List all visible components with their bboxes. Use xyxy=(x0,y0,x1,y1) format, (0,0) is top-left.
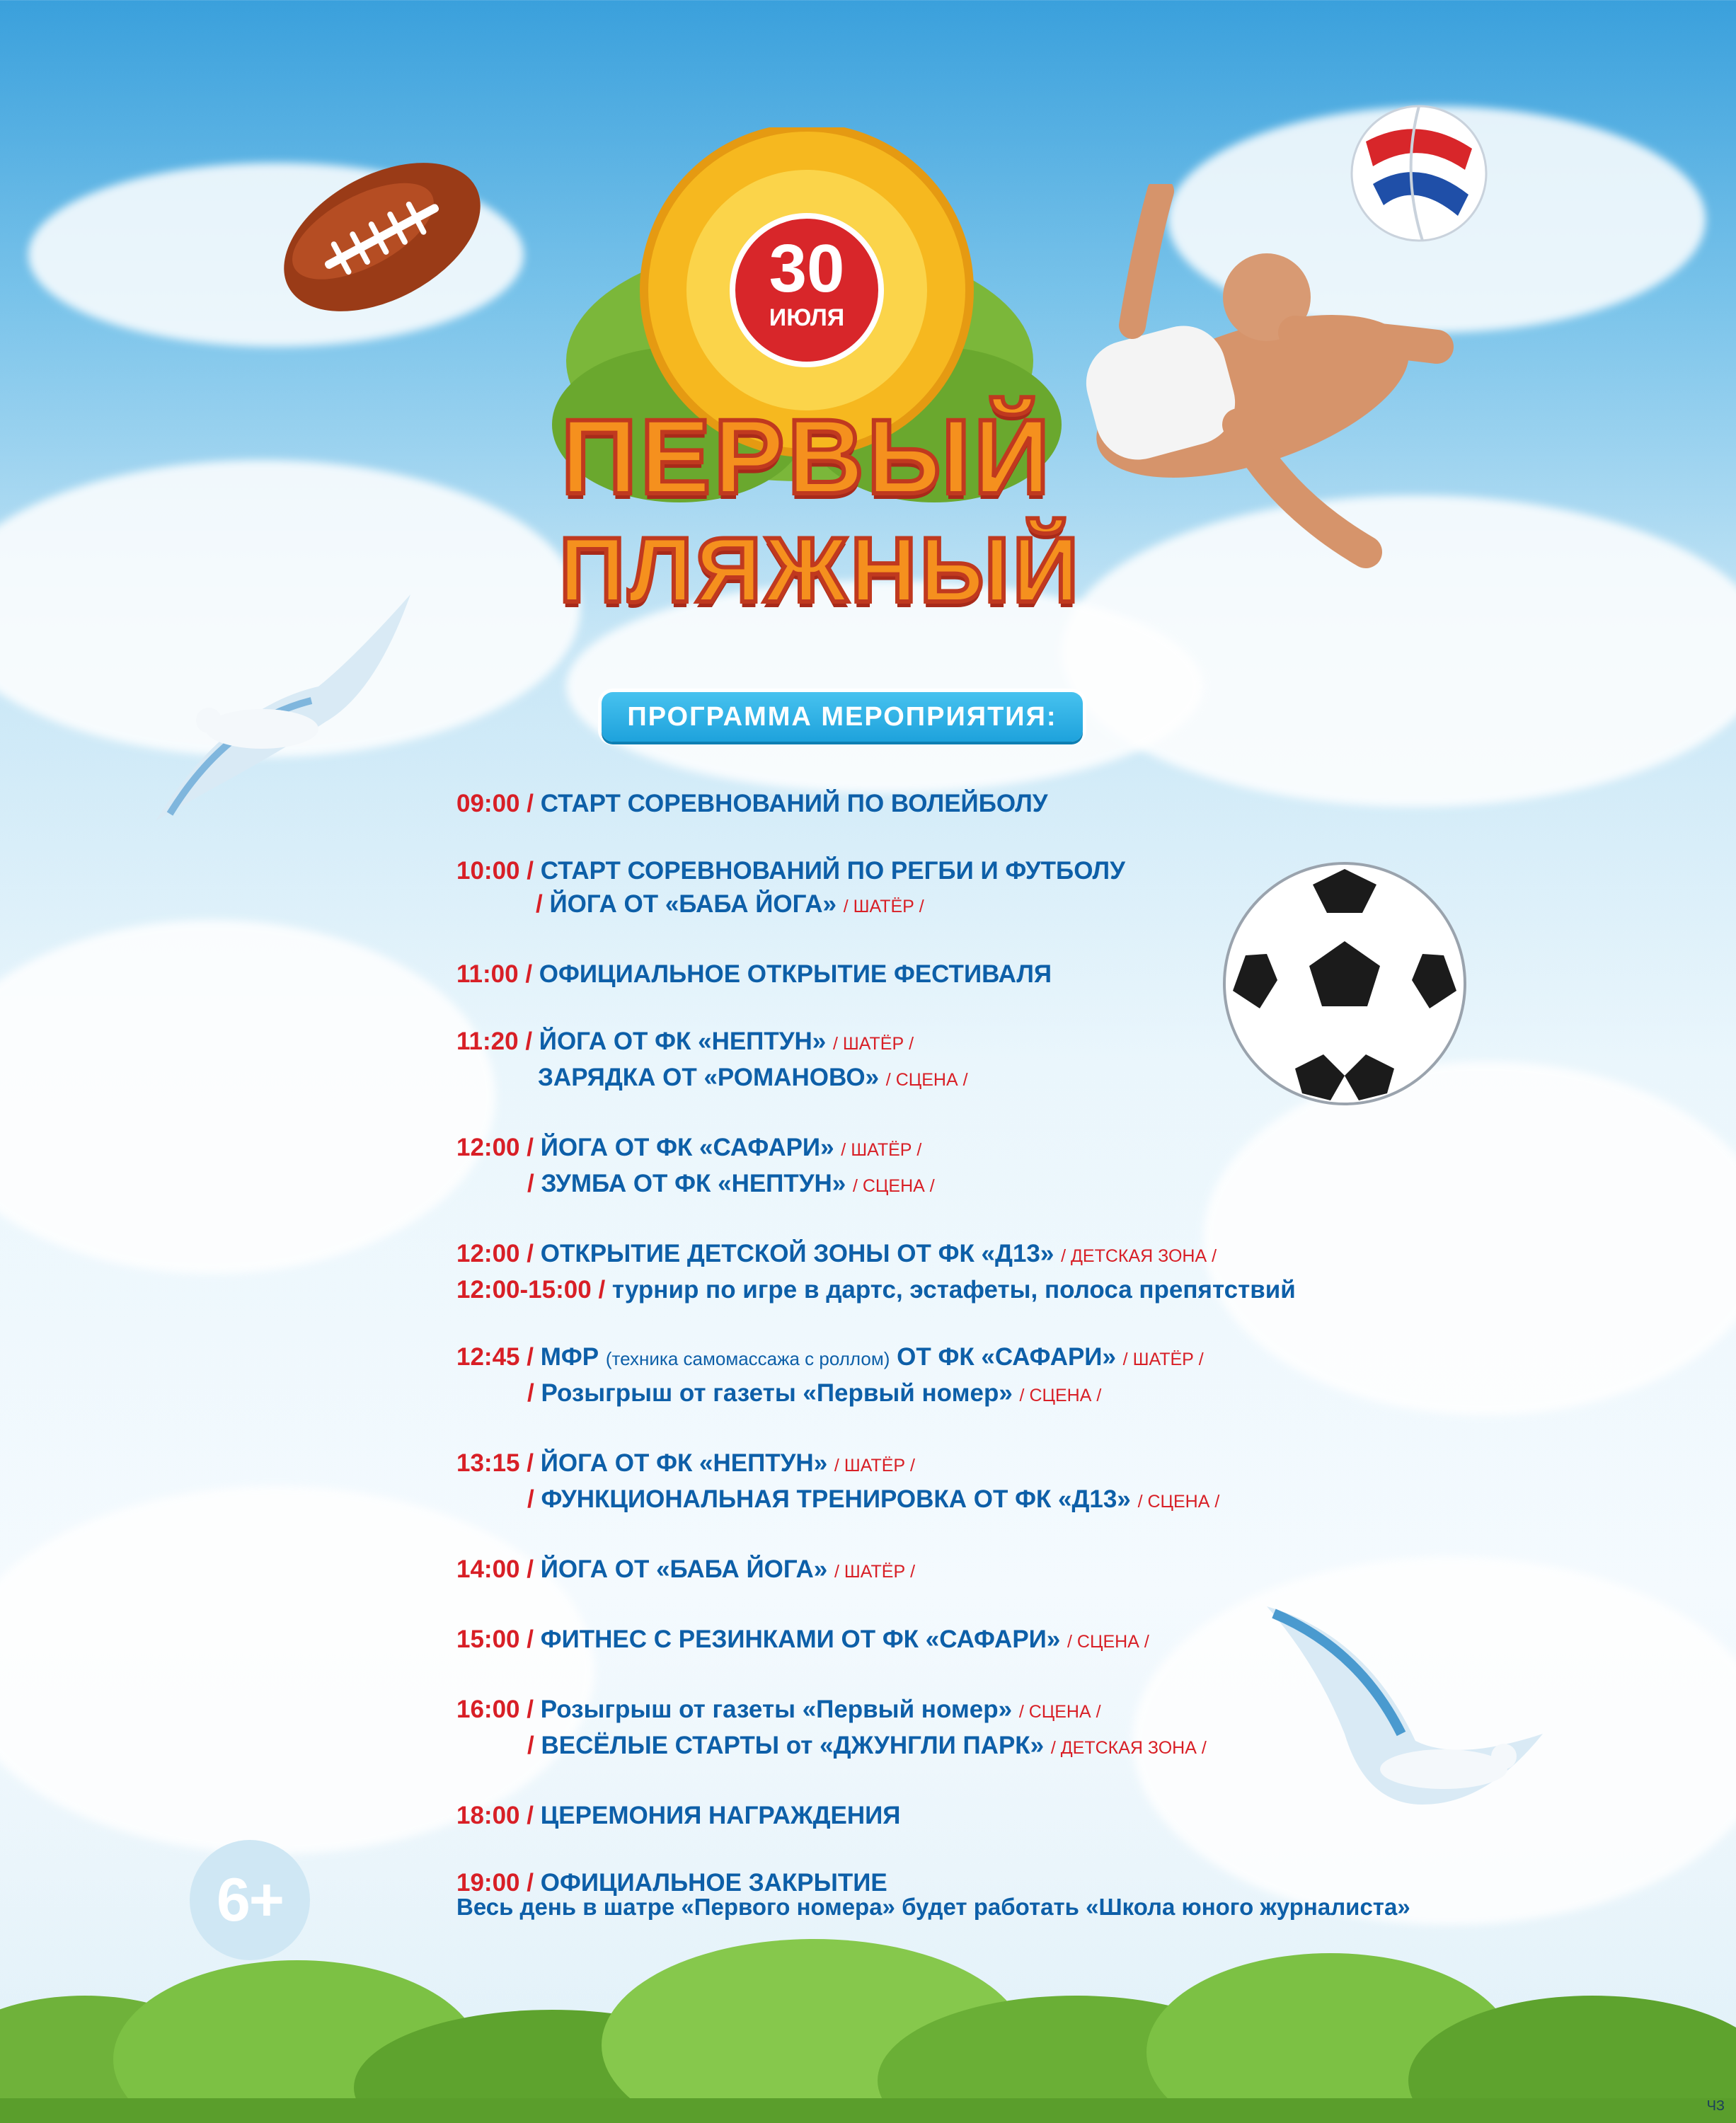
event-location: / ДЕТСКАЯ ЗОНА / xyxy=(1061,1246,1217,1266)
schedule-item: 13:15 / ЙОГА ОТ ФК «НЕПТУН» / ШАТЁР / / ФУНКЦИОНАЛЬНАЯ ТРЕНИРОВКА ОТ ФК «Д13» / СЦЕНА / xyxy=(456,1449,1220,1513)
event-activity: ЙОГА ОТ ФК «НЕПТУН» xyxy=(540,1449,828,1477)
event-activity: ОФИЦИАЛЬНОЕ ОТКРЫТИЕ ФЕСТИВАЛЯ xyxy=(539,960,1052,988)
event-activity: СТАРТ СОРЕВНОВАНИЙ ПО РЕГБИ И ФУТБОЛУ xyxy=(540,857,1125,885)
event-activity: ЦЕРЕМОНИЯ НАГРАЖДЕНИЯ xyxy=(540,1802,901,1829)
event-activity: ОТ ФК «САФАРИ» xyxy=(897,1343,1116,1371)
event-location: / ШАТЁР / xyxy=(843,897,924,916)
event-activity: ЗУМБА ОТ ФК «НЕПТУН» xyxy=(541,1170,846,1197)
event-time: 12:00 xyxy=(456,1240,520,1267)
seagull-icon xyxy=(142,580,425,835)
logo-title-line1: ПЕРВЫЙ xyxy=(561,397,1053,516)
event-time: 11:00 xyxy=(456,960,519,988)
schedule-item: 11:20 / ЙОГА ОТ ФК «НЕПТУН» / ШАТЁР / ЗАРЯДКА ОТ «РОМАНОВО» / СЦЕНА / xyxy=(456,1028,968,1091)
event-time: 12:00-15:00 xyxy=(456,1276,592,1304)
event-activity: ЗАРЯДКА ОТ «РОМАНОВО» xyxy=(538,1064,880,1091)
event-time: 14:00 xyxy=(456,1555,520,1583)
age-rating-badge: 6+ xyxy=(190,1840,310,1960)
event-location: / СЦЕНА / xyxy=(1067,1632,1149,1652)
event-time: 09:00 xyxy=(456,790,520,817)
schedule-item: 15:00 / ФИТНЕС С РЕЗИНКАМИ ОТ ФК «САФАРИ» / СЦЕНА / xyxy=(456,1626,1149,1653)
event-activity: СТАРТ СОРЕВНОВАНИЙ ПО ВОЛЕЙБОЛУ xyxy=(540,790,1048,817)
schedule-item: 14:00 / ЙОГА ОТ «БАБА ЙОГА» / ШАТЁР / xyxy=(456,1555,916,1583)
event-activity: ОТКРЫТИЕ ДЕТСКОЙ ЗОНЫ ОТ ФК «Д13» xyxy=(540,1240,1054,1267)
event-location: / СЦЕНА / xyxy=(852,1176,935,1196)
event-location: / ШАТЁР / xyxy=(1122,1350,1204,1369)
event-location: / СЦЕНА / xyxy=(1019,1386,1102,1405)
event-activity: ЙОГА ОТ «БАБА ЙОГА» xyxy=(540,1555,828,1583)
schedule-item: 18:00 / ЦЕРЕМОНИЯ НАГРАЖДЕНИЯ xyxy=(456,1802,901,1829)
logo-title-line2: ПЛЯЖНЫЙ xyxy=(559,518,1082,621)
event-time: 15:00 xyxy=(456,1626,520,1653)
event-activity: ОФИЦИАЛЬНОЕ ЗАКРЫТИЕ xyxy=(540,1869,887,1897)
rugby-ball-icon xyxy=(269,142,495,333)
corner-mark: ЧЗ xyxy=(1706,2098,1725,2114)
event-time: 11:20 xyxy=(456,1028,519,1055)
event-location: / ШАТЁР / xyxy=(834,1562,916,1582)
event-time: 12:45 xyxy=(456,1343,520,1371)
event-activity: Розыгрыш от газеты «Первый номер» xyxy=(541,1379,1013,1407)
trees-illustration xyxy=(0,1939,1736,2123)
event-time: 12:00 xyxy=(456,1134,520,1161)
event-activity: ФИТНЕС С РЕЗИНКАМИ ОТ ФК «САФАРИ» xyxy=(540,1626,1061,1653)
volleyball-player-illustration xyxy=(984,184,1522,580)
schedule-item: 19:00 / ОФИЦИАЛЬНОЕ ЗАКРЫТИЕ xyxy=(456,1869,887,1897)
event-location: / ШАТЁР / xyxy=(832,1034,914,1054)
event-activity: ВЕСЁЛЫЕ СТАРТЫ от «ДЖУНГЛИ ПАРК» xyxy=(541,1732,1045,1759)
event-activity: ЙОГА ОТ ФК «НЕПТУН» xyxy=(539,1028,827,1055)
schedule-item: 12:00 / ЙОГА ОТ ФК «САФАРИ» / ШАТЁР / / ЗУМБА ОТ ФК «НЕПТУН» / СЦЕНА / xyxy=(456,1134,935,1197)
event-time: 19:00 xyxy=(456,1869,520,1897)
event-location: / ДЕТСКАЯ ЗОНА / xyxy=(1050,1738,1207,1758)
event-time: 10:00 xyxy=(456,857,520,885)
footer-note: Весь день в шатре «Первого номера» будет работать «Школа юного журналиста» xyxy=(456,1894,1410,1920)
event-activity: турнир по игре в дартс, эстафеты, полоса препятствий xyxy=(611,1276,1296,1304)
schedule-item: 12:00 / ОТКРЫТИЕ ДЕТСКОЙ ЗОНЫ ОТ ФК «Д13» / ДЕТСКАЯ ЗОНА / 12:00-15:00 / турнир по игре в дартс, эстафеты, полоса препятствий xyxy=(456,1240,1296,1304)
event-activity: ЙОГА ОТ «БАБА ЙОГА» xyxy=(549,890,837,918)
event-location: / СЦЕНА / xyxy=(885,1070,968,1090)
program-title: ПРОГРАММА МЕРОПРИЯТИЯ: xyxy=(602,692,1083,742)
event-activity: Розыгрыш от газеты «Первый номер» xyxy=(540,1696,1013,1723)
event-time: 18:00 xyxy=(456,1802,520,1829)
event-time: 13:15 xyxy=(456,1449,520,1477)
event-location: / ШАТЁР / xyxy=(841,1140,922,1160)
cloud xyxy=(0,920,495,1274)
event-activity: МФР xyxy=(540,1343,599,1371)
schedule-list xyxy=(456,787,1518,1933)
event-location: / СЦЕНА / xyxy=(1137,1492,1220,1512)
event-location: / ШАТЁР / xyxy=(834,1456,915,1475)
schedule-item: 16:00 / Розыгрыш от газеты «Первый номер» / СЦЕНА / / ВЕСЁЛЫЕ СТАРТЫ от «ДЖУНГЛИ ПАРК» / ДЕТСКАЯ ЗОНА / xyxy=(456,1696,1207,1759)
schedule-item: 11:00 / ОФИЦИАЛЬНОЕ ОТКРЫТИЕ ФЕСТИВАЛЯ xyxy=(456,960,1052,988)
date-month: ИЮЛЯ xyxy=(769,304,845,331)
event-location: / СЦЕНА / xyxy=(1018,1702,1101,1722)
event-activity: ФУНКЦИОНАЛЬНАЯ ТРЕНИРОВКА ОТ ФК «Д13» xyxy=(541,1485,1131,1513)
schedule-item: 12:45 / МФР (техника самомассажа с роллом) ОТ ФК «САФАРИ» / ШАТЁР / / Розыгрыш от газеты «Первый номер» / СЦЕНА / xyxy=(456,1343,1204,1407)
event-activity: ЙОГА ОТ ФК «САФАРИ» xyxy=(540,1134,834,1161)
schedule-item: 09:00 / СТАРТ СОРЕВНОВАНИЙ ПО ВОЛЕЙБОЛУ xyxy=(456,790,1048,817)
schedule-item: 10:00 / СТАРТ СОРЕВНОВАНИЙ ПО РЕГБИ И ФУТБОЛУ / ЙОГА ОТ «БАБА ЙОГА» / ШАТЁР / xyxy=(456,857,1125,918)
event-note: (техника самомассажа с роллом) xyxy=(605,1348,890,1369)
date-day: 30 xyxy=(769,231,845,306)
event-time: 16:00 xyxy=(456,1696,520,1723)
